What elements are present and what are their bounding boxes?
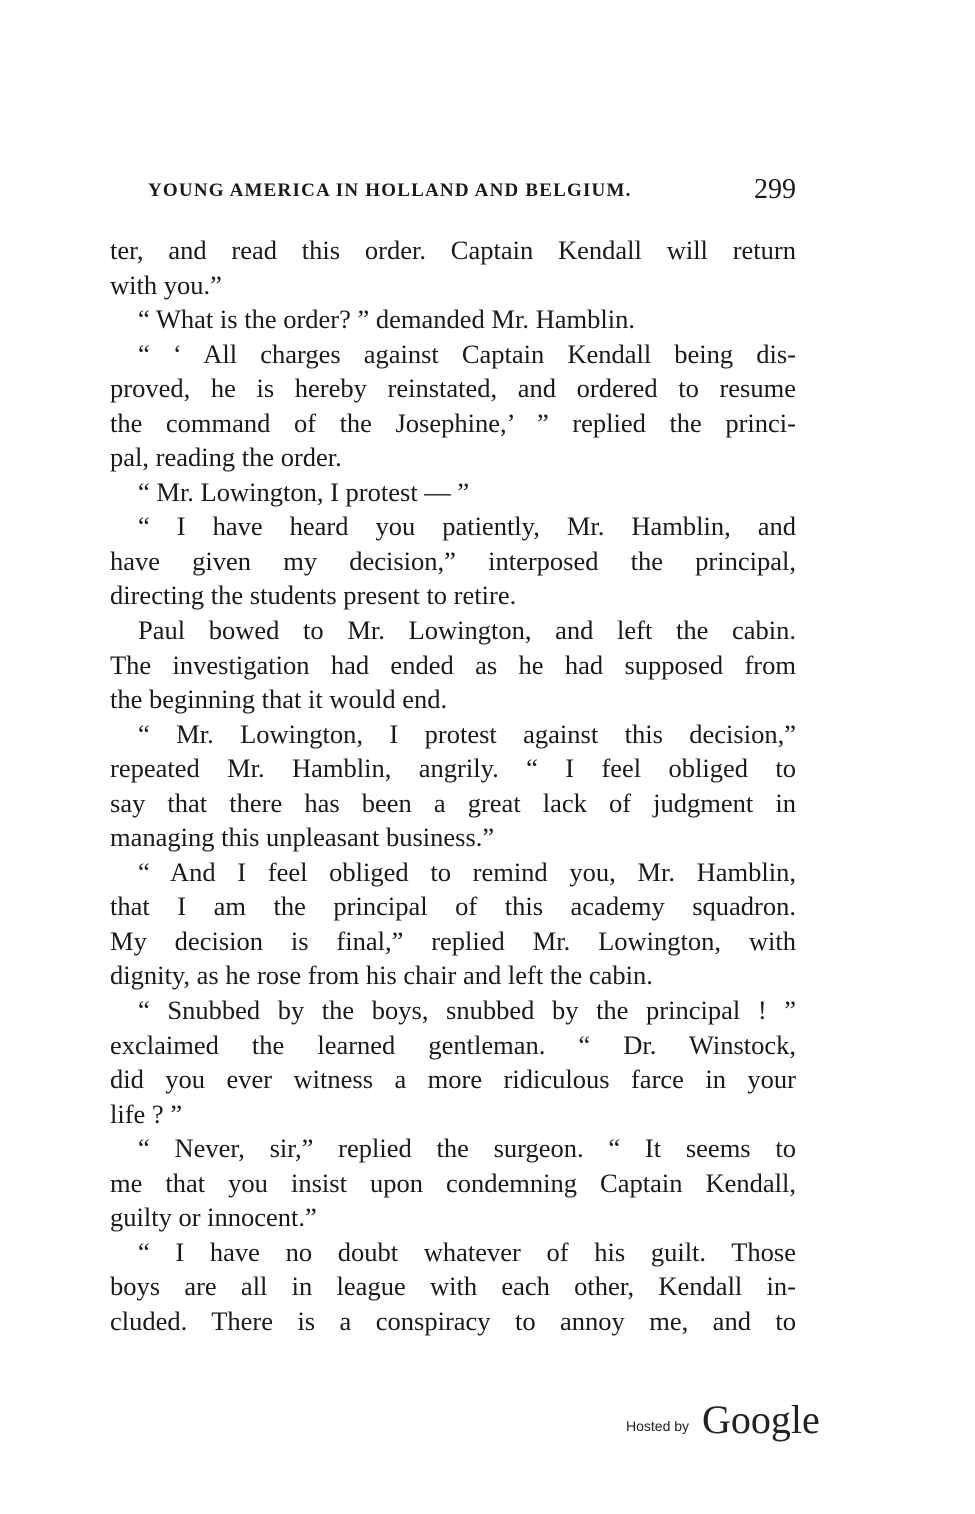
- text-line: ter, and read this order. Captain Kendall will return: [110, 235, 796, 265]
- text-line: My decision is final,” replied Mr. Lowington, with: [110, 925, 796, 956]
- text-line: Paul bowed to Mr. Lowington, and left the cabin.: [138, 615, 796, 646]
- text-line: exclaimed the learned gentleman. “ Dr. Winstock,: [110, 1029, 796, 1060]
- text-line: directing the students present to retire.: [110, 580, 517, 611]
- hosted-by-google-watermark: [626, 1398, 826, 1448]
- text-line: “ I have no doubt whatever of his guilt. Those: [138, 1236, 796, 1267]
- text-line: “ And I feel obliged to remind you, Mr. Hamblin,: [138, 856, 796, 887]
- text-line: “ ‘ All charges against Captain Kendall being dis-: [138, 338, 796, 369]
- text-line: did you ever witness a more ridiculous farce in your: [110, 1064, 796, 1095]
- text-line: repeated Mr. Hamblin, angrily. “ I feel obliged to: [110, 753, 796, 784]
- page-number: 299: [754, 174, 796, 205]
- text-line: that I am the principal of this academy squadron.: [110, 891, 796, 922]
- text-line: “ I have heard you patiently, Mr. Hamblin, and: [138, 511, 796, 542]
- text-line: with you.”: [110, 269, 222, 300]
- text-line: The investigation had ended as he had supposed from: [110, 649, 796, 680]
- google-logo: Google: [702, 1397, 820, 1442]
- text-line: say that there has been a great lack of judgment in: [110, 787, 796, 818]
- text-line: pal, reading the order.: [110, 442, 342, 473]
- text-line: “ Mr. Lowington, I protest against this decision,”: [138, 718, 796, 749]
- text-line: “ Mr. Lowington, I protest — ”: [138, 476, 470, 507]
- text-line: life ? ”: [110, 1098, 183, 1129]
- text-line: proved, he is hereby reinstated, and ordered to resume: [110, 373, 796, 404]
- text-line: boys are all in league with each other, Kendall in-: [110, 1271, 796, 1302]
- body-text: [110, 233, 796, 1339]
- text-line: cluded. There is a conspiracy to annoy me, and to: [110, 1305, 796, 1336]
- hosted-by-label: Hosted by: [626, 1418, 690, 1434]
- text-line: “ What is the order? ” demanded Mr. Hamblin.: [138, 304, 635, 335]
- running-head-title: YOUNG AMERICA IN HOLLAND AND BELGIUM.: [148, 180, 632, 201]
- text-line: have given my decision,” interposed the principal,: [110, 545, 796, 576]
- running-head: [148, 176, 796, 210]
- text-line: me that you insist upon condemning Captain Kendall,: [110, 1167, 796, 1198]
- text-line: managing this unpleasant business.”: [110, 822, 495, 853]
- text-line: “ Never, sir,” replied the surgeon. “ It seems to: [138, 1133, 796, 1164]
- text-line: dignity, as he rose from his chair and left the cabin.: [110, 960, 653, 991]
- text-line: guilty or innocent.”: [110, 1202, 317, 1233]
- text-line: “ Snubbed by the boys, snubbed by the principal ! ”: [138, 995, 796, 1026]
- text-line: the beginning that it would end.: [110, 684, 448, 715]
- text-line: the command of the Josephine,’ ” replied the princi-: [110, 407, 796, 438]
